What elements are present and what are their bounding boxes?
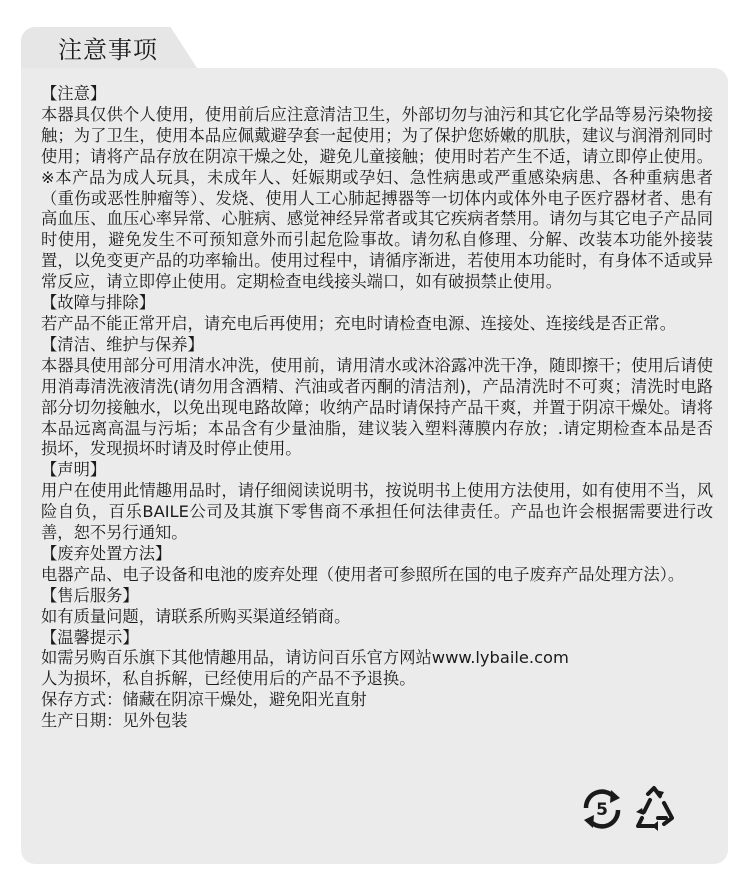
section-text: 本器具仅供个人使用，使用前后应注意清洁卫生，外部切勿与油污和其它化学品等易污染物接触；为了卫生，使用本品应佩戴避孕套一起使用；为了保护您娇嫩的肌肤，建议与润滑剂同时使用；请将产品存放在阴凉干燥之处，避免儿童接触；使用时若产生不适，请立即停止使用。※本产品为成人玩具，未成年人、妊娠期或孕妇、急性病患或严重感染病患、各种重病患者（重伤或恶性肿瘤等）、发烧、使用人工心肺起搏器等一切体内或体外电子医疗器材者、患有高血压、血压心率异常、心脏病、感觉神经异常者或其它疾病者禁用。请勿与其它电子产品同时使用，避免发生不可预知意外而引起危险事故。请勿私自修理、分解、改装本功能外接装置，以免变更产品的功率输出。使用过程中，请循序渐进，若使用本功能时，有身体不适或异常反应，请立即停止使用。定期检查电线接头端口，如有破损禁止使用。 — [41, 104, 713, 292]
section-notice — [41, 84, 713, 293]
recycle-5-label: 5 — [596, 800, 608, 820]
section-text: 人为损坏，私自拆解，已经使用后的产品不予退换。 — [41, 669, 416, 689]
section-heading: 【声明】 — [41, 460, 107, 480]
recycle-icon — [630, 784, 678, 832]
section-text: 如有质量问题，请联系所购买渠道经销商。 — [41, 606, 351, 626]
section-troubleshooting — [41, 293, 713, 335]
section-text: 若产品不能正常开启，请充电后再使用；充电时请检查电源、连接处、连接线是否正常。 — [41, 313, 676, 333]
section-text: 电器产品、电子设备和电池的废弃处理（使用者可参照所在国的电子废弃产品处理方法）。 — [41, 564, 685, 584]
section-heading: 【注意】 — [41, 84, 107, 103]
section-disposal — [41, 544, 713, 586]
section-text: 本器具使用部分可用清水冲洗，使用前，请用清水或沐浴露冲洗干净，随即擦干；使用后请使用消毒清洗液清洗(请勿用含酒精、汽油或者丙酮的清洁剂)，产品清洗时不可爽；清洗时电路部分切勿接触水，以免出现电路故障；收纳产品时请保持产品干爽，并置于阴凉干燥处。请将本品远离高温与污垢；本品含有少量油脂，建议装入塑料薄膜内存放；.请定期检查本品是否损坏，发现损坏时请及时停止使用。 — [41, 355, 713, 459]
section-heading: 【售后服务】 — [41, 585, 139, 605]
section-heading: 【废弃处置方法】 — [41, 543, 172, 563]
section-text: 生产日期：见外包装 — [41, 711, 188, 731]
section-text: 如需另购百乐旗下其他情趣用品，请访问百乐官方网站www.lybaile.com — [41, 648, 569, 668]
section-heading: 【故障与排除】 — [41, 293, 155, 313]
section-after-sales — [41, 586, 713, 628]
notice-content — [41, 84, 713, 732]
section-cleaning — [41, 335, 713, 460]
page-title: 注意事项 — [58, 36, 158, 64]
section-heading: 【温馨提示】 — [41, 627, 139, 647]
section-heading: 【清洁、维护与保养】 — [41, 334, 204, 354]
section-tips — [41, 628, 713, 733]
section-text: 用户在使用此情趣用品时，请仔细阅读说明书，按说明书上使用方法使用，如有使用不当，风险自负，百乐BAILE公司及其旗下零售商不承担任何法律责任。产品也许会根据需要进行改善，恕不另行通知。 — [41, 481, 713, 543]
section-statement — [41, 460, 713, 544]
section-text: 保存方式：储藏在阴凉干燥处，避免阳光直射 — [41, 690, 367, 710]
